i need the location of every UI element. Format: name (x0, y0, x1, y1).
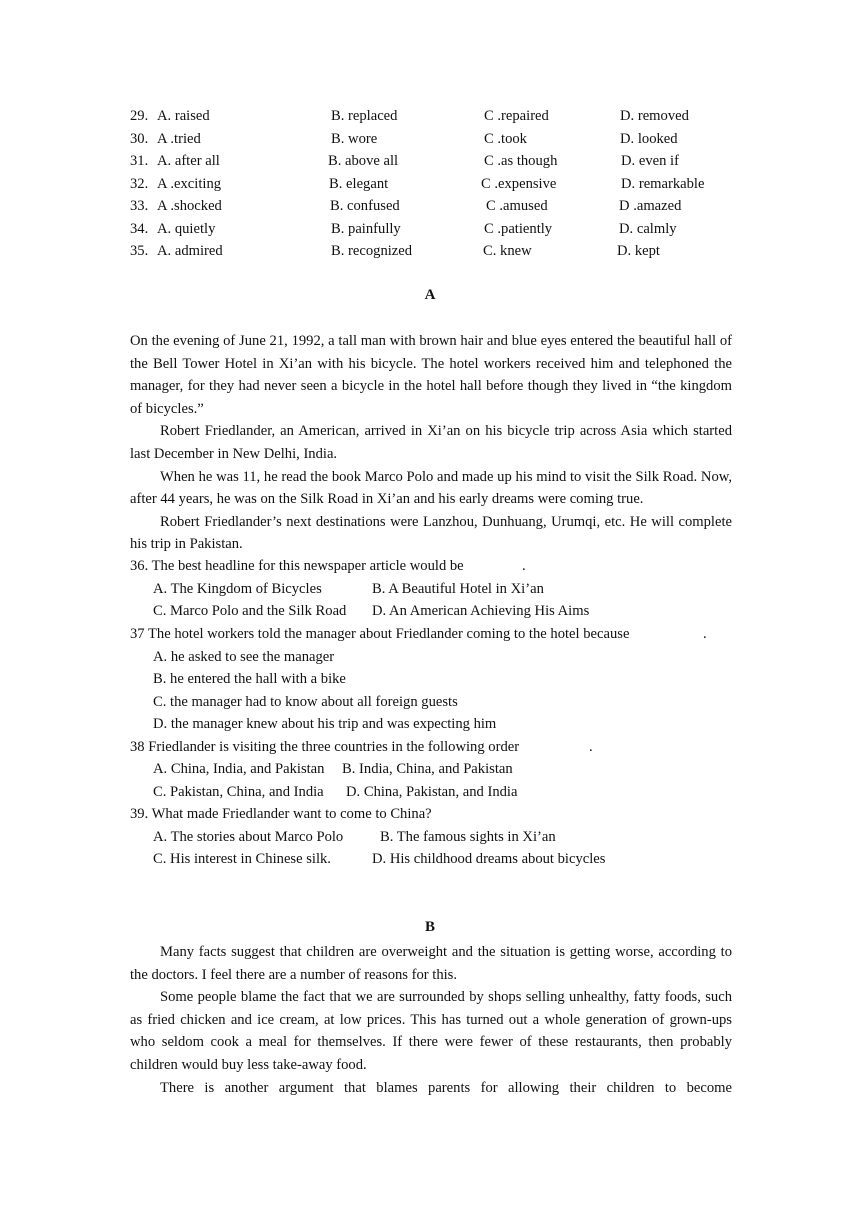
option-d: D. calmly (619, 220, 677, 237)
option-a: A .exciting (157, 175, 222, 192)
option-row (0, 128, 860, 150)
option-d: D. even if (621, 153, 679, 169)
option-c: C .patiently (484, 220, 553, 237)
option-d: D. looked (620, 130, 678, 147)
option-c: C. the manager had to know about all foreign guests (153, 694, 458, 710)
option-d: D. An American Achieving His Aims (372, 603, 590, 619)
option-b: B. painfully (331, 220, 401, 237)
option-c: C. Marco Polo and the Silk Road (153, 603, 347, 619)
option-b: B. wore (331, 130, 378, 147)
option-a: A. The stories about Marco Polo (153, 829, 344, 845)
option-d: D. the manager knew about his trip and was expecting him (153, 716, 497, 732)
passage-paragraph: Robert Friedlander, an American, arrived in Xi’an on his bicycle trip across Asia which started last December in New Delhi, India. (130, 423, 732, 462)
option-a: A. raised (157, 108, 210, 124)
option-c: C .repaired (484, 108, 549, 124)
section-a-heading: A (424, 287, 436, 303)
question-number: 32. (130, 175, 149, 192)
option-c: C. knew (483, 243, 532, 259)
option-a: A. admired (157, 243, 223, 259)
option-d: D. China, Pakistan, and India (346, 784, 518, 800)
option-row (0, 240, 860, 262)
option-b: B. India, China, and Pakistan (342, 761, 513, 777)
option-row (0, 218, 860, 240)
question-blank-end: . (703, 626, 707, 642)
option-d: D. removed (620, 108, 689, 124)
section-b-passage (130, 941, 732, 1099)
question-36 (130, 555, 464, 577)
option-a: A. quietly (157, 220, 216, 237)
passage-paragraph: There is another argument that blames parents for allowing their children to become (160, 1079, 732, 1096)
question-stem: 39. What made Friedlander want to come to China? (130, 806, 432, 822)
question-number: 30. (130, 130, 149, 147)
question-number: 35. (130, 243, 149, 259)
option-row (0, 173, 860, 195)
option-b: B. The famous sights in Xi’an (380, 829, 556, 845)
passage-paragraph: When he was 11, he read the book Marco Polo and made up his mind to visit the Silk Road. Now, after 44 years, he was on the Silk Road in Xi’an and his early dreams were coming true. (130, 468, 732, 508)
section-a-passage (130, 330, 732, 556)
question-stem: 37 The hotel workers told the manager about Friedlander coming to the hotel because (130, 626, 630, 642)
question-blank-end: . (522, 558, 526, 574)
option-a: A .tried (157, 130, 201, 147)
option-row (0, 195, 860, 217)
option-b: B. above all (328, 153, 399, 169)
passage-paragraph: Robert Friedlander’s next destinations were Lanzhou, Dunhuang, Urumqi, etc. He will complete his trip in Pakistan. (130, 513, 732, 553)
option-d: D. His childhood dreams about bicycles (372, 851, 606, 867)
option-c: C. Pakistan, China, and India (153, 784, 324, 800)
question-stem: 36. The best headline for this newspaper article would be (130, 558, 464, 574)
option-a: A. The Kingdom of Bicycles (153, 581, 322, 597)
section-b-heading: B (424, 919, 435, 935)
question-stem: 38 Friedlander is visiting the three countries in the following order (130, 739, 520, 755)
option-b: B. recognized (331, 243, 413, 259)
option-d: D .amazed (619, 198, 682, 214)
question-number: 29. (130, 108, 149, 124)
question-number: 31. (130, 153, 149, 169)
option-row (0, 105, 860, 127)
option-a: A. after all (157, 153, 220, 169)
question-number: 33. (130, 198, 149, 214)
option-c: C .took (484, 130, 527, 147)
option-d: D. kept (617, 243, 660, 259)
passage-paragraph: On the evening of June 21, 1992, a tall man with brown hair and blue eyes entered the beautiful hall of the Bell Tower Hotel in Xi’an with his bicycle. The hotel workers received him and telephoned the manager, for they had never seen a bicycle in the hotel hall before though they lived in “the kingdom of bicycles.” (130, 333, 732, 417)
option-b: B. he entered the hall with a bike (153, 671, 346, 687)
option-a: A .shocked (157, 198, 222, 214)
question-number: 34. (130, 220, 149, 237)
option-b: B. confused (330, 198, 400, 214)
option-c: C. His interest in Chinese silk. (153, 851, 331, 867)
option-b: B. elegant (329, 175, 389, 192)
option-b: B. A Beautiful Hotel in Xi’an (372, 581, 544, 597)
passage-paragraph: Some people blame the fact that we are surrounded by shops selling unhealthy, fatty foods, such as fried chicken and ice cream, at low prices. This has turned out a whole generation of grown-ups who seldom cook a meal for themselves. If there were fewer of these restaurants, then probably children would buy less take-away food. (130, 989, 732, 1073)
option-c: C .as though (484, 153, 558, 169)
option-row (0, 150, 860, 172)
option-c: C .expensive (481, 175, 557, 192)
option-b: B. replaced (331, 108, 398, 124)
option-d: D. remarkable (621, 175, 705, 192)
option-c: C .amused (486, 198, 548, 214)
option-a: A. China, India, and Pakistan (153, 761, 325, 777)
option-a: A. he asked to see the manager (153, 649, 335, 665)
passage-paragraph: Many facts suggest that children are overweight and the situation is getting worse, according to the doctors. I feel there are a number of reasons for this. (130, 944, 732, 983)
question-blank-end: . (589, 739, 593, 755)
